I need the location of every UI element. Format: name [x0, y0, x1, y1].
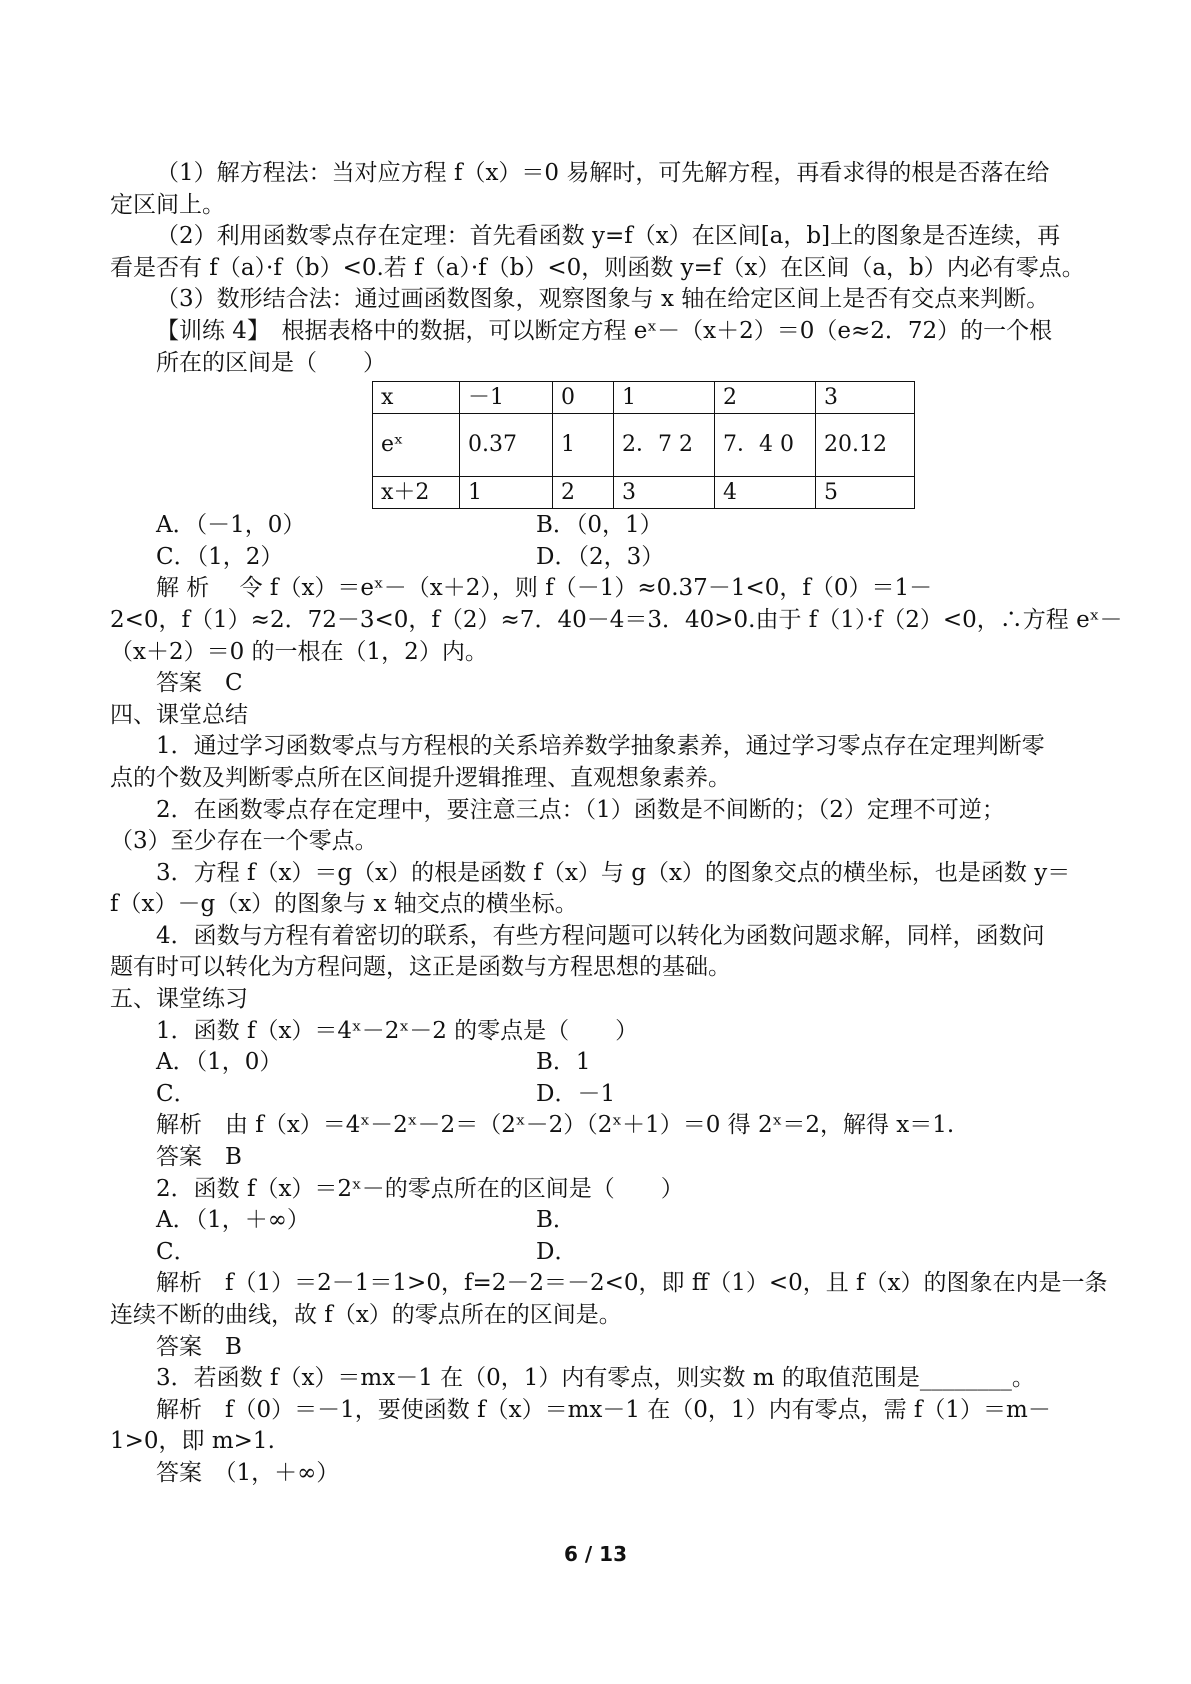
lines-body-line: （3）至少存在一个零点。	[110, 828, 378, 855]
lines-top-line: （2）利用函数零点存在定理：首先看函数 y=f（x）在区间[a，b]上的图象是否连续，再	[156, 223, 1061, 250]
table-cell: 1	[614, 382, 715, 414]
option-b: D．（2，3）	[536, 543, 665, 570]
lines-end-line: 1>0，即 m>1.	[110, 1428, 275, 1455]
option-a: C．	[156, 1238, 197, 1265]
lines-body-line: 点的个数及判断零点所在区间提升逻辑推理、直观想象素养。	[110, 764, 731, 791]
option-b: B．	[536, 1207, 576, 1234]
lines-end-line: 解析 f（1）＝2－1＝1>0，f=2－2＝－2<0，即 ff（1）<0，且 f（x）的图象在内是一条	[156, 1270, 1108, 1297]
lines-top-line: 定区间上。	[110, 191, 225, 218]
exercise-1-solution	[110, 1110, 1085, 1205]
lines-ex1-line: 2．函数 f（x）＝2ˣ－的零点所在的区间是（ ）	[156, 1175, 684, 1202]
lines-body-line: 五、课堂练习	[110, 986, 248, 1013]
lines-body-line: 解 析 令 f（x）＝eˣ－（x＋2），则 f（－1）≈0.37－1<0，f（0）＝1－	[156, 575, 933, 602]
table-row	[373, 382, 915, 414]
option-row	[110, 1205, 1085, 1237]
table-cell: 3	[614, 477, 715, 509]
exercise-1-options	[110, 1047, 1085, 1110]
lines-end-line: 解析 f（0）＝－1，要使函数 f（x）＝mx－1 在（0，1）内有零点，需 f（1）＝m－	[156, 1396, 1051, 1423]
lines-top-line: 所在的区间是（ ）	[156, 349, 386, 376]
exercise-2-options	[110, 1205, 1085, 1268]
table-cell: 3	[816, 382, 915, 414]
exercise-2-3-solution	[110, 1268, 1108, 1489]
option-row	[110, 510, 1085, 542]
option-row	[110, 542, 1085, 574]
option-a: A．（－1，0）	[156, 512, 306, 539]
lines-body-line: 3．方程 f（x）＝g（x）的根是函数 f（x）与 g（x）的图象交点的横坐标，也是函数 y＝	[156, 859, 1071, 886]
table-cell: x＋2	[373, 477, 460, 509]
lines-top-line: （1）解方程法：当对应方程 f（x）＝0 易解时，可先解方程，再看求得的根是否落在给	[156, 160, 1050, 186]
table-cell: 5	[816, 477, 915, 509]
table-cell: x	[373, 382, 460, 414]
intro-paragraphs	[110, 158, 1085, 379]
table-cell: －1	[460, 382, 553, 414]
lines-body-line: 1．通过学习函数零点与方程根的关系培养数学抽象素养，通过学习零点存在定理判断零	[156, 733, 1045, 760]
option-row	[110, 1047, 1085, 1079]
table-cell: 1	[460, 477, 553, 509]
solution-and-summary	[110, 573, 1123, 1047]
lines-body-line: 1．函数 f（x）＝4ˣ－2ˣ－2 的零点是（ ）	[156, 1017, 639, 1044]
option-a: A．（1，0）	[156, 1049, 283, 1076]
table-cell: 20.12	[816, 414, 915, 477]
table-cell: 2．7 2	[614, 414, 715, 477]
lines-end-line: 3．若函数 f（x）＝mx－1 在（0，1）内有零点，则实数 m 的取值范围是________。	[156, 1365, 1035, 1392]
table-row	[373, 414, 915, 477]
option-b: D．－1	[536, 1080, 616, 1107]
lines-end-line: 答案 B	[156, 1333, 242, 1360]
lines-top-line: 【训练 4】 根据表格中的数据，可以断定方程 eˣ－（x＋2）＝0（e≈2．72）的一个根	[156, 317, 1053, 344]
table-cell: 2	[715, 382, 816, 414]
option-row	[110, 1079, 1085, 1111]
lines-body-line: 2．在函数零点存在定理中，要注意三点：（1）函数是不间断的；（2）定理不可逆；	[156, 796, 1005, 823]
lines-body-line: 答案 C	[156, 670, 243, 697]
document-body	[110, 158, 1123, 1490]
table-cell: 0.37	[460, 414, 553, 477]
page-number: 6 / 13	[564, 1542, 627, 1566]
lines-body-line: （x＋2）＝0 的一根在（1，2）内。	[110, 638, 488, 665]
lines-body-line: f（x）－g（x）的图象与 x 轴交点的横坐标。	[110, 891, 578, 918]
table-cell: 2	[553, 477, 614, 509]
lines-end-line: 连续不断的曲线，故 f（x）的零点所在的区间是。	[110, 1302, 622, 1328]
lines-body-line: 四、课堂总结	[110, 701, 248, 728]
lines-body-line: 4．函数与方程有着密切的联系，有些方程问题可以转化为函数问题求解，同样，函数问	[156, 922, 1045, 949]
data-table	[372, 381, 915, 509]
lines-top-line: 看是否有 f（a）·f（b）<0.若 f（a）·f（b）<0，则函数 y=f（x）在区间（a，b）内必有零点。	[110, 254, 1085, 281]
table-cell: 7．4 0	[715, 414, 816, 477]
option-row	[110, 1237, 1085, 1269]
lines-ex1-line: 答案 B	[156, 1144, 242, 1171]
option-a: A．（1，＋∞）	[156, 1207, 310, 1234]
table-row	[373, 477, 915, 509]
lines-body-line: 题有时可以转化为方程问题，这正是函数与方程思想的基础。	[110, 954, 731, 981]
lines-end-line: 答案 （1，＋∞）	[156, 1459, 340, 1486]
option-a: C．（1，2）	[156, 543, 284, 570]
option-b: B．（0，1）	[536, 512, 663, 539]
table-cell: 4	[715, 477, 816, 509]
lines-top-line: （3）数形结合法：通过画函数图象，观察图象与 x 轴在给定区间上是否有交点来判断。	[156, 286, 1050, 313]
option-a: C．	[156, 1080, 197, 1107]
option-b: D．	[536, 1238, 578, 1265]
training-options	[110, 510, 1085, 573]
lines-ex1-line: 解析 由 f（x）＝4ˣ－2ˣ－2＝（2ˣ－2）（2ˣ＋1）＝0 得 2ˣ＝2，解得 x＝1.	[156, 1112, 955, 1139]
table-cell: 1	[553, 414, 614, 477]
option-b: B．1	[536, 1049, 591, 1076]
table-cell: 0	[553, 382, 614, 414]
table-cell: eˣ	[373, 414, 460, 477]
lines-body-line: 2<0，f（1）≈2．72－3<0，f（2）≈7．40－4＝3．40>0.由于 f（1）·f（2）<0，∴方程 eˣ－	[110, 606, 1123, 633]
